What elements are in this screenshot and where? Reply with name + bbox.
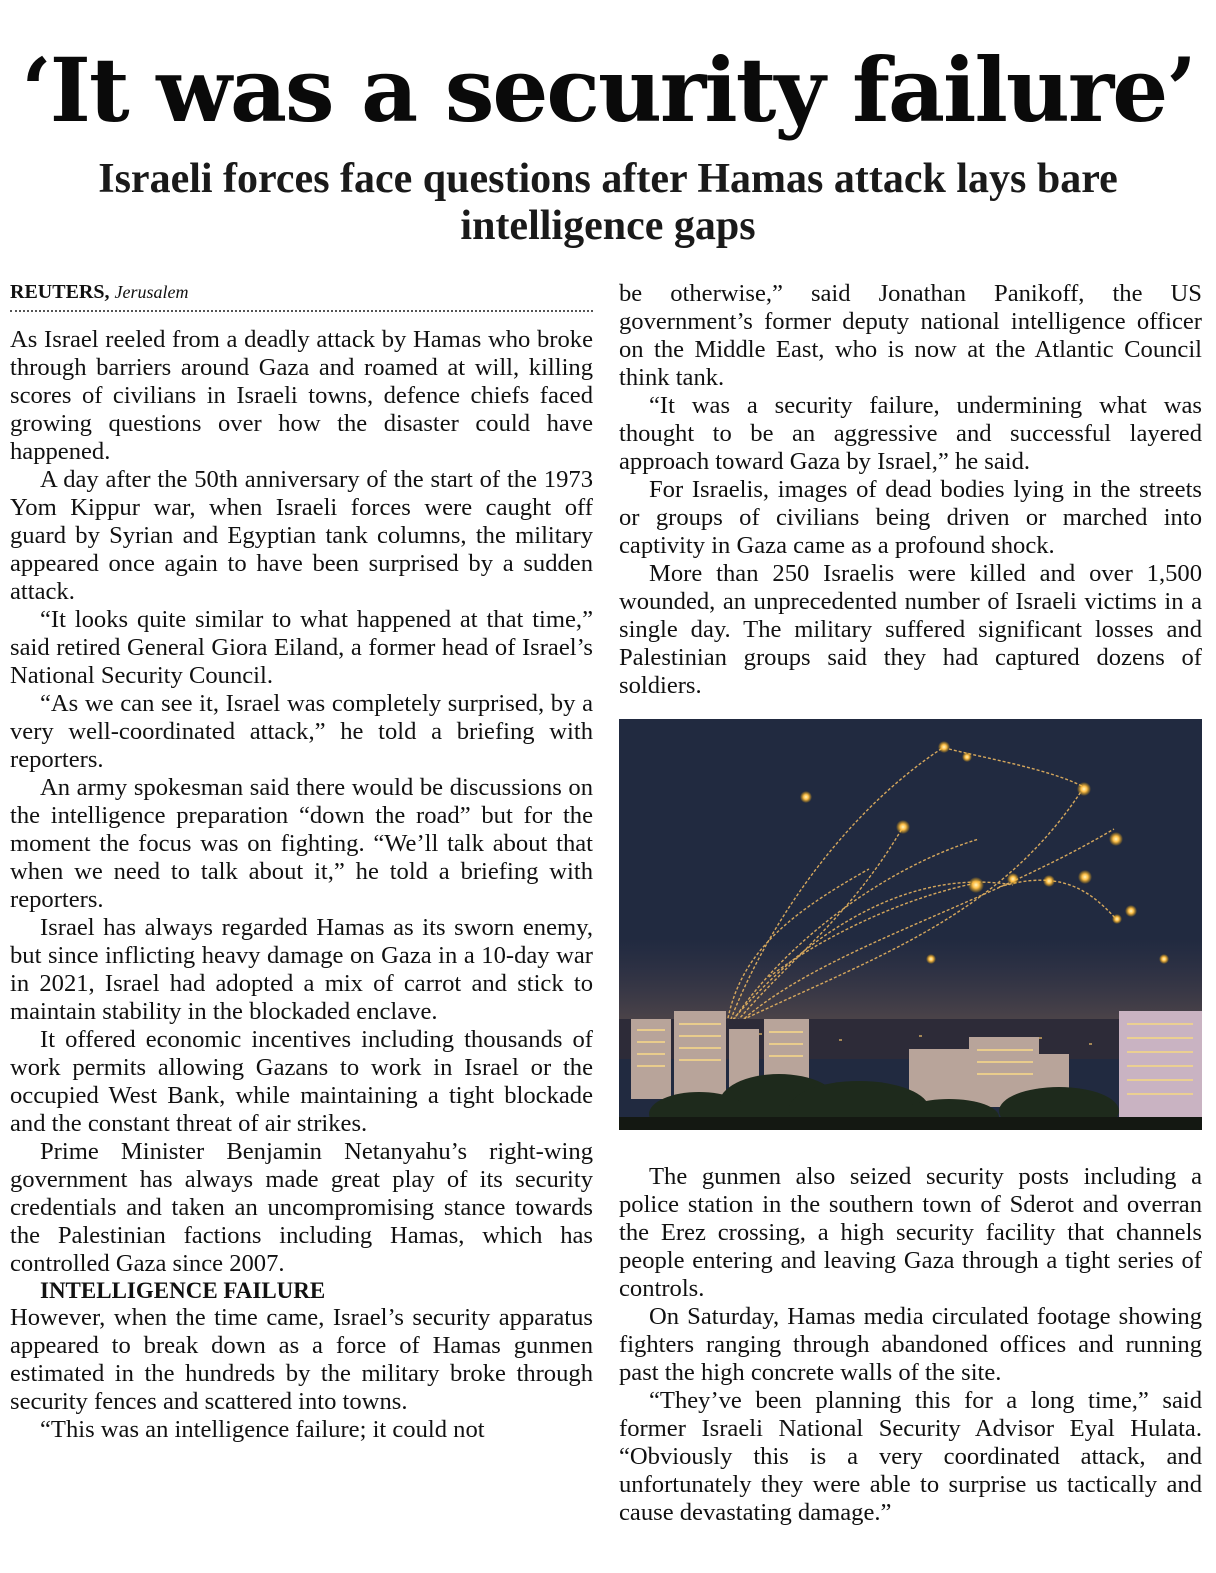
- paragraph: It offered economic incentives including thousands of work permits allowing Gazans to work in Israel or the occupied West Bank, while maintaining a tight blockade and the constant threat of air strikes.: [10, 1026, 593, 1137]
- news-photo-night-sky-interceptions: [619, 719, 1202, 1130]
- paragraph: On Saturday, Hamas media circulated footage showing fighters ranging through abandoned offices and running past the high concrete walls of the site.: [619, 1303, 1202, 1386]
- photo-illustration: [619, 719, 1202, 1130]
- paragraph: For Israelis, images of dead bodies lying in the streets or groups of civilians being driven or marched into captivity in Gaza came as a profound shock.: [619, 476, 1202, 559]
- right-column-top: [619, 280, 1202, 700]
- paragraph: An army spokesman said there would be discussions on the intelligence preparation “down the road” but for the moment the focus was on fighting. “We’ll talk about that when we need to talk about it,” he told a briefing with reporters.: [10, 774, 593, 913]
- left-column: [10, 280, 593, 1444]
- paragraph: “It was a security failure, undermining what was thought to be an aggressive and successful layered approach toward Gaza by Israel,” he said.: [619, 392, 1202, 475]
- headline: ‘It was a security failure’: [21, 38, 1195, 142]
- paragraph: More than 250 Israelis were killed and over 1,500 wounded, an unprecedented number of Israeli victims in a single day. The military suffered significant losses and Palestinian groups said they had captured dozens of soldiers.: [619, 560, 1202, 699]
- paragraph: Israel has always regarded Hamas as its sworn enemy, but since inflicting heavy damage on Gaza in a 10-day war in 2021, Israel had adopted a mix of carrot and stick to maintain stability in the blockaded enclave.: [10, 914, 593, 1025]
- right-column-bottom: [619, 1163, 1202, 1527]
- paragraph: As Israel reeled from a deadly attack by Hamas who broke through barriers around Gaza and roamed at will, killing scores of civilians in Israeli towns, defence chiefs faced growing questions over how the disaster could have happened.: [10, 326, 593, 465]
- paragraph: “They’ve been planning this for a long time,” said former Israeli National Security Advisor Eyal Hulata. “Obviously this is a very coordinated attack, and unfortunately they were able to surprise us tactically and cause devastating damage.”: [619, 1387, 1202, 1526]
- byline-place: Jerusalem: [114, 282, 189, 302]
- dotted-divider: [10, 310, 593, 312]
- paragraph: be otherwise,” said Jonathan Panikoff, the US government’s former deputy national intelligence officer on the Middle East, who is now at the Atlantic Council think tank.: [619, 280, 1202, 391]
- byline: [10, 280, 593, 304]
- byline-agency: REUTERS,: [10, 281, 110, 303]
- section-subhead: INTELLIGENCE FAILURE: [40, 1278, 326, 1303]
- paragraph: “This was an intelligence failure; it could not: [40, 1416, 485, 1443]
- paragraph: The gunmen also seized security posts including a police station in the southern town of Sderot and overran the Erez crossing, a high security facility that channels people entering and leaving Gaza through a tight series of controls.: [619, 1163, 1202, 1302]
- deck-subheadline: Israeli forces face questions after Hamas attack lays bare intelligence gaps: [98, 156, 1118, 249]
- paragraph: Prime Minister Benjamin Netanyahu’s right-wing government has always made great play of its security credentials and taken an uncompromising stance towards the Palestinian factions including Hamas, which has controlled Gaza since 2007.: [10, 1138, 593, 1277]
- paragraph: “It looks quite similar to what happened at that time,” said retired General Giora Eiland, a former head of Israel’s National Security Council.: [10, 606, 593, 689]
- paragraph: “As we can see it, Israel was completely surprised, by a very well-coordinated attack,” he told a briefing with reporters.: [10, 690, 593, 773]
- paragraph: A day after the 50th anniversary of the start of the 1973 Yom Kippur war, when Israeli forces were caught off guard by Syrian and Egyptian tank columns, the military appeared once again to have been surprised by a sudden attack.: [10, 466, 593, 605]
- paragraph: However, when the time came, Israel’s security apparatus appeared to break down as a force of Hamas gunmen estimated in the hundreds by the military broke through security fences and scattered into towns.: [10, 1304, 593, 1415]
